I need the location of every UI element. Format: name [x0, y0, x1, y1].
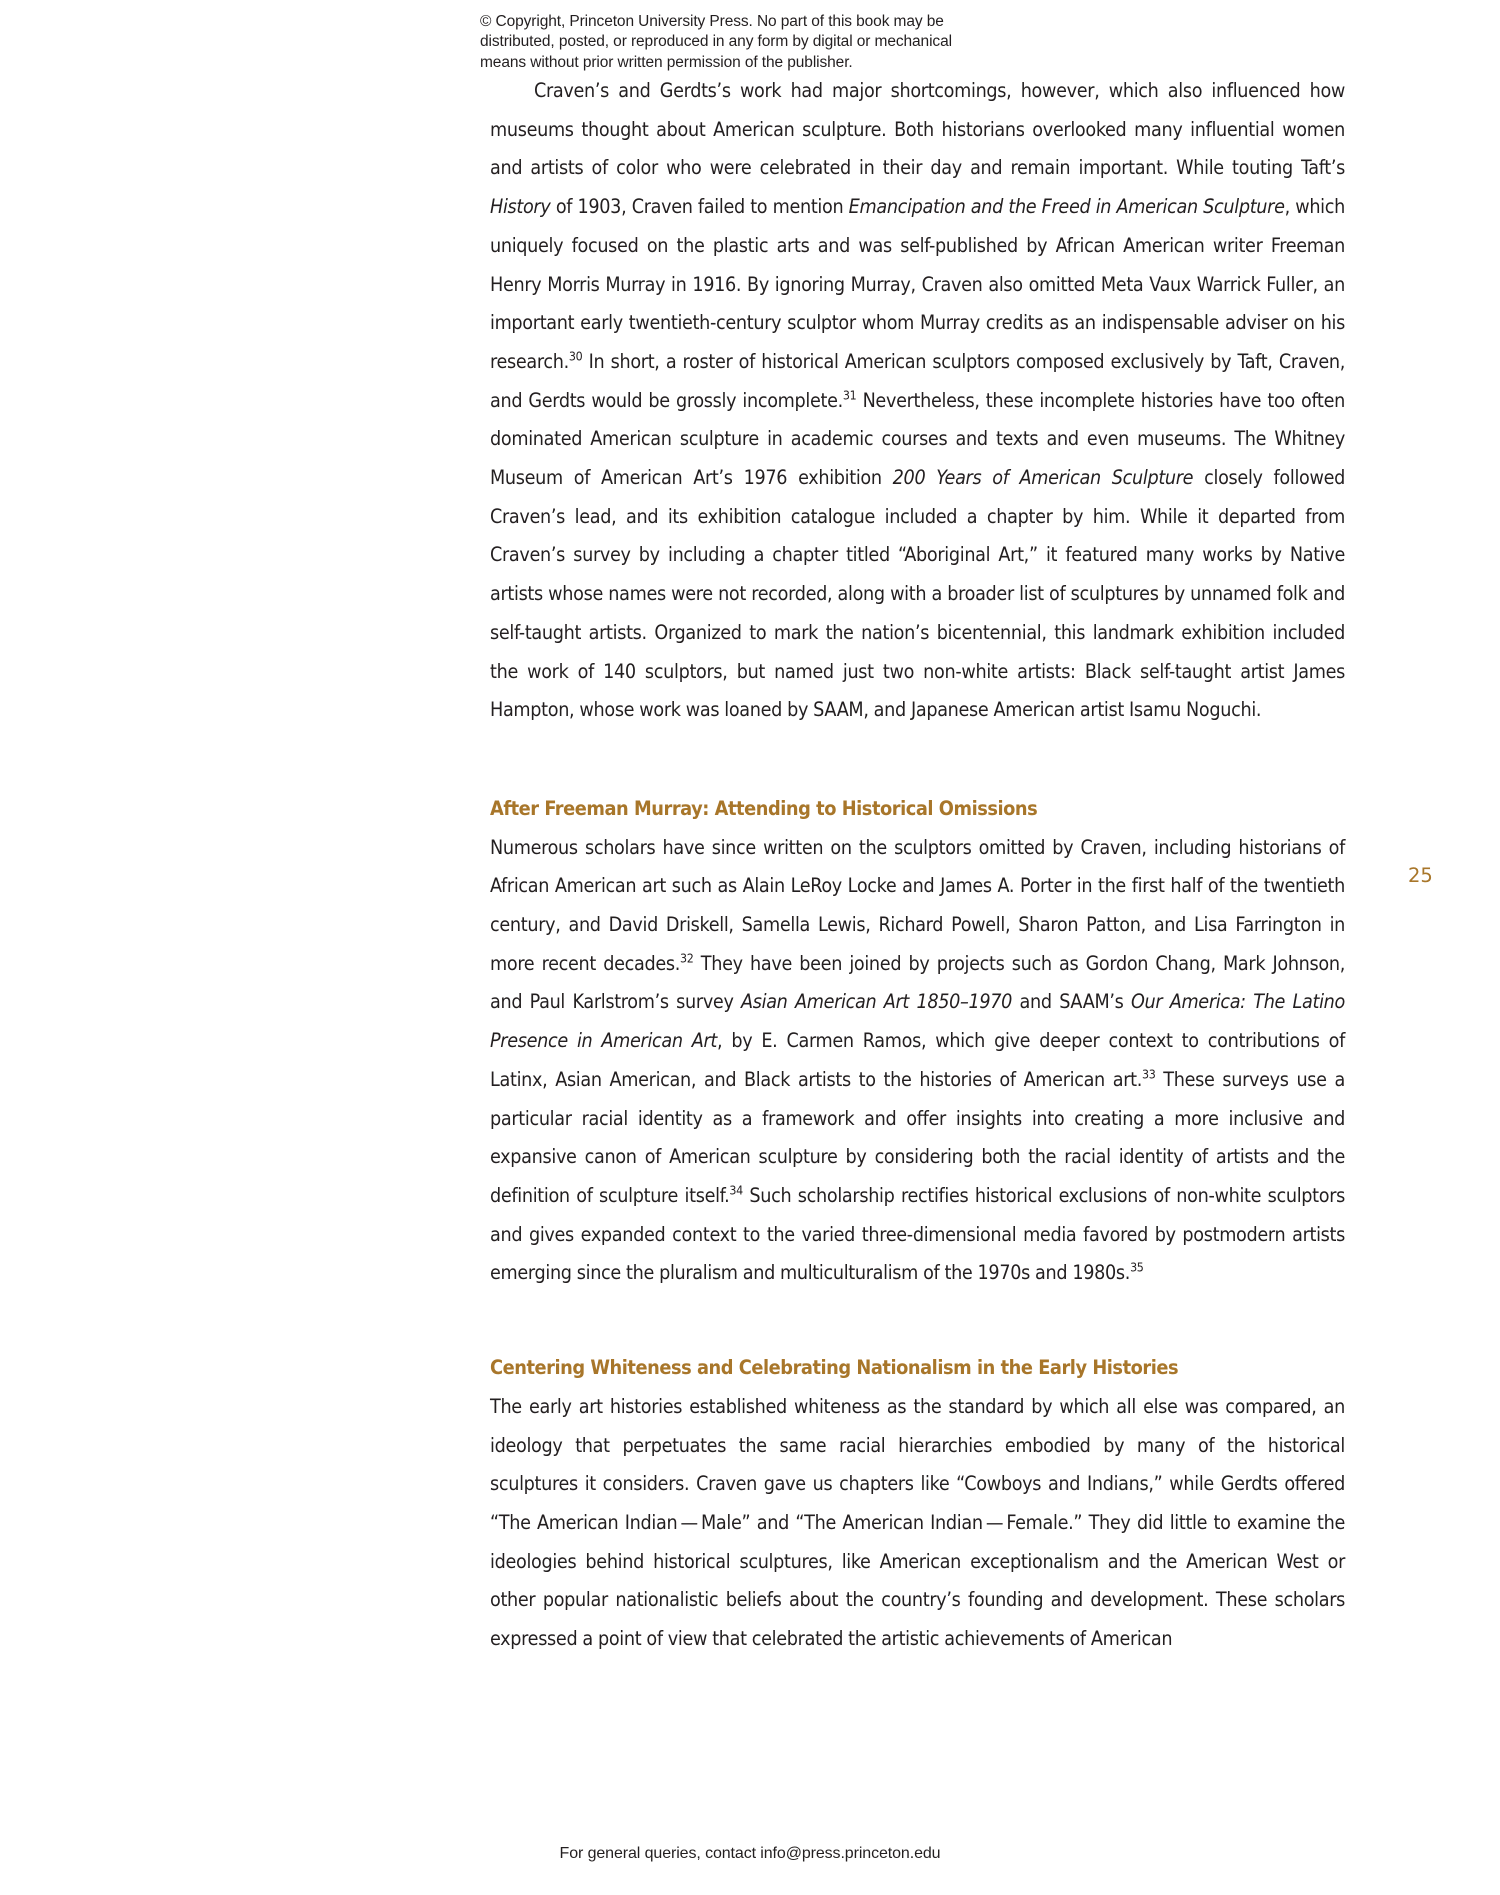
- title-our-america: Our America: The Latino Presence in American Art: [490, 990, 1345, 1053]
- par2-seg-e: These surveys use a particular racial identity as a framework and offer insights into creating a more inclusive and expansive canon of American sculpture by considering both the racial identity of artists and the definition of sculpture itself.: [490, 1067, 1345, 1207]
- par2-seg-a: Numerous scholars have since written on the sculptors omitted by Craven, including historians of African American art such as Alain LeRoy Locke and James A. Porter in the first half of the twentieth century, and David Driskell, Samella Lewis, Richard Powell, Sharon Patton, and Lisa Farrington in more recent decades.: [490, 835, 1345, 975]
- par1-seg-b: of 1903, Craven failed to mention: [550, 195, 849, 219]
- par2-seg-c: and SAAM’s: [1012, 990, 1131, 1014]
- par1-seg-e: Nevertheless, these incomplete histories have too often dominated American sculpture in academic courses and texts and even museums. The Whitney Museum of American Art’s 1976 exhibition: [490, 388, 1345, 490]
- title-emancipation: Emancipation and the Freed in American Sculpture: [848, 195, 1285, 219]
- par1-seg-a: Craven’s and Gerdts’s work had major shortcomings, however, which also influenced how museums thought about American sculpture. Both historians overlooked many influential women and artists of color who were celebrated in their day and remain important. While touting Taft’s: [490, 79, 1345, 180]
- copyright-line-1: © Copyright, Princeton University Press. No part of this book may be: [480, 13, 944, 30]
- text-column: [490, 72, 1345, 1659]
- par2-seg-f: Such scholarship rectifies historical exclusions of non-white sculptors and gives expanded context to the varied three-dimensional media favored by postmodern artists emerging since the pluralism and multiculturalism of the 1970s and 1980s.: [490, 1183, 1345, 1285]
- page-number: 25: [1408, 864, 1433, 887]
- copyright-notice: [480, 12, 1020, 73]
- paragraph-three: [490, 1388, 1345, 1659]
- title-history: History: [490, 195, 551, 219]
- paragraph-gap-one: [490, 730, 1345, 790]
- title-200-years: 200 Years of American Sculpture: [892, 466, 1194, 490]
- paragraph-gap-two: [490, 1293, 1345, 1349]
- par3-seg-a: The early art histories established whiteness as the standard by which all else was compared, an ideology that perpetuates the same racial hierarchies embodied by many of the historical sculptures it considers. Craven gave us chapters like “Cowboys and Indians,” while Gerdts offered “The American Indian — Male” and “The American Indian — Female.” They did little to examine the ideologies behind historical sculptures, like American exceptionalism and the American West or other popular nationalistic beliefs about the country’s founding and development. These scholars expressed a point of view that celebrated the artistic achievements of American: [490, 1394, 1345, 1651]
- par1-seg-f: closely followed Craven’s lead, and its exhibition catalogue included a chapter by him. While it departed from Craven’s survey by including a chapter titled “Aboriginal Art,” it featured many works by Native artists whose names were not recorded, along with a broader list of sculptures by unnamed folk and self-taught artists. Organized to mark the nation’s bicentennial, this landmark exhibition included the work of 140 sculptors, but named just two non-white artists: Black self-taught artist James Hampton, whose work was loaned by SAAM, and Japanese American artist Isamu Noguchi.: [490, 466, 1346, 722]
- heading-row-two: [490, 1349, 1345, 1388]
- paragraph-one: [490, 72, 1345, 730]
- title-asian-american-art: Asian American Art 1850–1970: [741, 990, 1013, 1014]
- heading-row-one: [490, 790, 1345, 829]
- copyright-line-3: means without prior written permission of the publisher.: [480, 53, 853, 71]
- footnote-marker-30: 30: [568, 349, 583, 364]
- section-heading-centering-whiteness: Centering Whiteness and Celebrating Nationalism in the Early Histories: [490, 1356, 1179, 1380]
- footnote-marker-35: 35: [1130, 1260, 1144, 1275]
- footnote-marker-31: 31: [842, 388, 857, 403]
- footnote-marker-34: 34: [729, 1183, 743, 1198]
- footer-queries-note: For general queries, contact info@press.princeton.edu: [559, 1845, 941, 1862]
- par1-seg-d: In short, a roster of historical American sculptors composed exclusively by Taft, Craven, and Gerdts would be grossly incomplete.: [490, 349, 1345, 412]
- paragraph-two: [490, 829, 1345, 1293]
- par1-seg-c: , which uniquely focused on the plastic arts and was self-published by African American writer Freeman Henry Morris Murray in 1916. By ignoring Murray, Craven also omitted Meta Vaux Warrick Fuller, an important early twentieth-century sculptor whom Murray credits as an indispensable adviser on his research.: [490, 195, 1345, 373]
- par2-seg-d: , by E. Carmen Ramos, which give deeper context to contributions of Latinx, Asian American, and Black artists to the histories of American art.: [490, 1029, 1345, 1091]
- copyright-line-2: distributed, posted, or reproduced in any form by digital or mechanical: [480, 33, 952, 51]
- par2-seg-b: They have been joined by projects such as Gordon Chang, Mark Johnson, and Paul Karlstrom’s survey: [490, 951, 1345, 1014]
- footnote-marker-32: 32: [680, 951, 694, 966]
- section-heading-after-freeman-murray: After Freeman Murray: Attending to Historical Omissions: [490, 796, 1038, 820]
- footnote-marker-33: 33: [1142, 1067, 1156, 1082]
